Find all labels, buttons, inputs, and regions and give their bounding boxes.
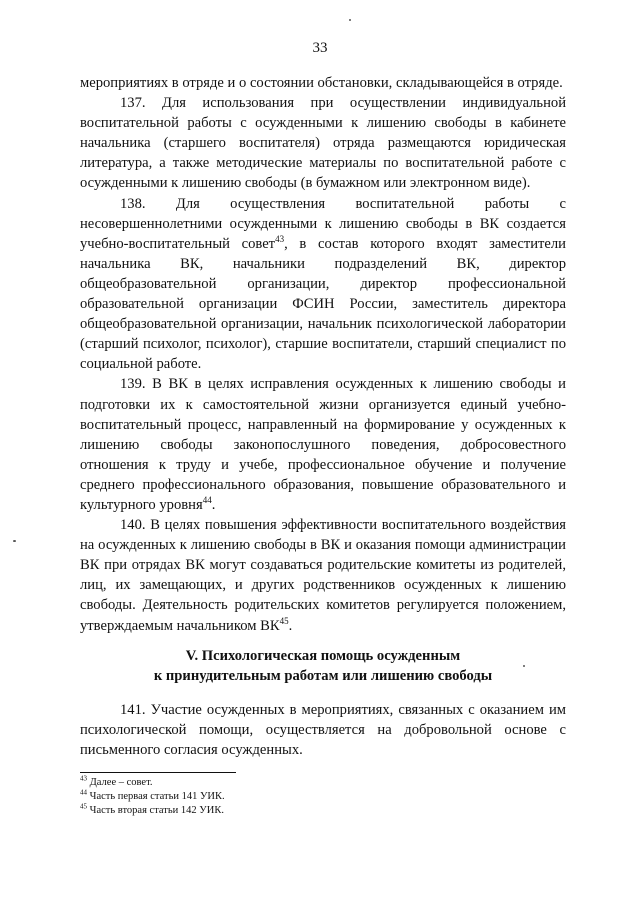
footnote-45 [80,804,380,818]
footnote-text: Далее – совет. [87,777,153,788]
footnote-44 [80,790,380,804]
section-heading-line-1: V. Психологическая помощь осужденным [185,647,461,664]
paragraph-141 [80,700,566,760]
paragraph-number: 141. [120,701,146,718]
footnotes [80,776,380,818]
paragraph-137 [80,93,566,193]
paragraph-number: 138. [120,195,146,212]
paragraph-text-tail: , в состав которого входят заместители начальника ВК, начальники подразделений ВК, директор общеобразовательной организации, директор профессиональной образовательной организации ФСИН России, заместитель директора общеобразовательной организации, начальник психологической лаборатории (старший психолог, психолог), старшие воспитатели, старший специалист по социальной работе. [80,235,566,373]
footnote-ref-44: 44 [202,495,212,506]
paragraph-text: Для использования при осуществлении индивидуальной воспитательной работы с осужденными к лишению свободы в кабинете начальника (старшего воспитателя) отряда размещаются юридическая литература, а также методические материалы по воспитательной работе с осужденными к лишению свободы (в бумажном или электронном виде). [80,95,566,192]
section-heading [80,646,566,686]
paragraph-continuation [80,73,566,93]
scan-speck [13,540,16,542]
paragraph-text-tail: . [288,617,293,634]
footnote-number: 44 [80,788,87,797]
footnote-divider [80,772,236,773]
footnote-ref-45: 45 [279,615,289,626]
paragraph-140 [80,515,566,636]
footnote-number: 43 [80,774,87,783]
paragraph-text: В целях повышения эффективности воспитательного воздействия на осужденных к лишению свободы в ВК и оказания помощи администрации ВК при отрядах ВК могут создаваться родительские комитеты из родителей, лиц, их замещающих, и других родственников осужденных к лишению свободы. Деятельность родительских комитетов регулируется положением, утверждаемым начальником ВК [80,517,566,634]
paragraph-text: В ВК в целях исправления осужденных к лишению свободы и подготовки их к самостоятельной жизни организуется единый учебно-воспитательный процесс, направленный на формирование у осужденных к лишению свободы законопослушного поведения, добросовестного отношения к труду и учебе, профессиональное обучение и получение среднего профессионального образования, повышение образовательного и культурного уровня [80,376,566,513]
paragraph-139 [80,374,566,515]
document-body [80,73,566,760]
section-heading-line-2: к принудительным работам или лишению свободы [153,667,493,684]
footnote-text: Часть первая статьи 141 УИК. [87,791,225,802]
paragraph-number: 137. [120,95,146,112]
paragraph-text: Для осуществления воспитательной работы с несовершеннолетними осужденными к лишению свободы в ВК создается учебно-воспитательный совет [80,195,566,252]
paragraph-text: Участие осужденных в мероприятиях, связанных с оказанием им психологической помощи, осуществляется на добровольной основе с письменного согласия осужденных. [80,701,566,758]
paragraph-138 [80,194,566,375]
scan-speck [523,665,525,667]
footnote-ref-43: 43 [275,233,285,244]
footnote-number: 45 [80,802,87,811]
paragraph-number: 140. [120,517,146,534]
paragraph-number: 139. [120,376,146,393]
paragraph-text-tail: . [211,496,216,513]
scan-speck [349,19,351,21]
footnote-text: Часть вторая статьи 142 УИК. [87,805,224,816]
footnote-43 [80,776,380,790]
page-number: 33 [312,40,328,56]
paragraph-text: мероприятиях в отряде и о состоянии обстановки, складывающейся в отряде. [80,75,563,91]
